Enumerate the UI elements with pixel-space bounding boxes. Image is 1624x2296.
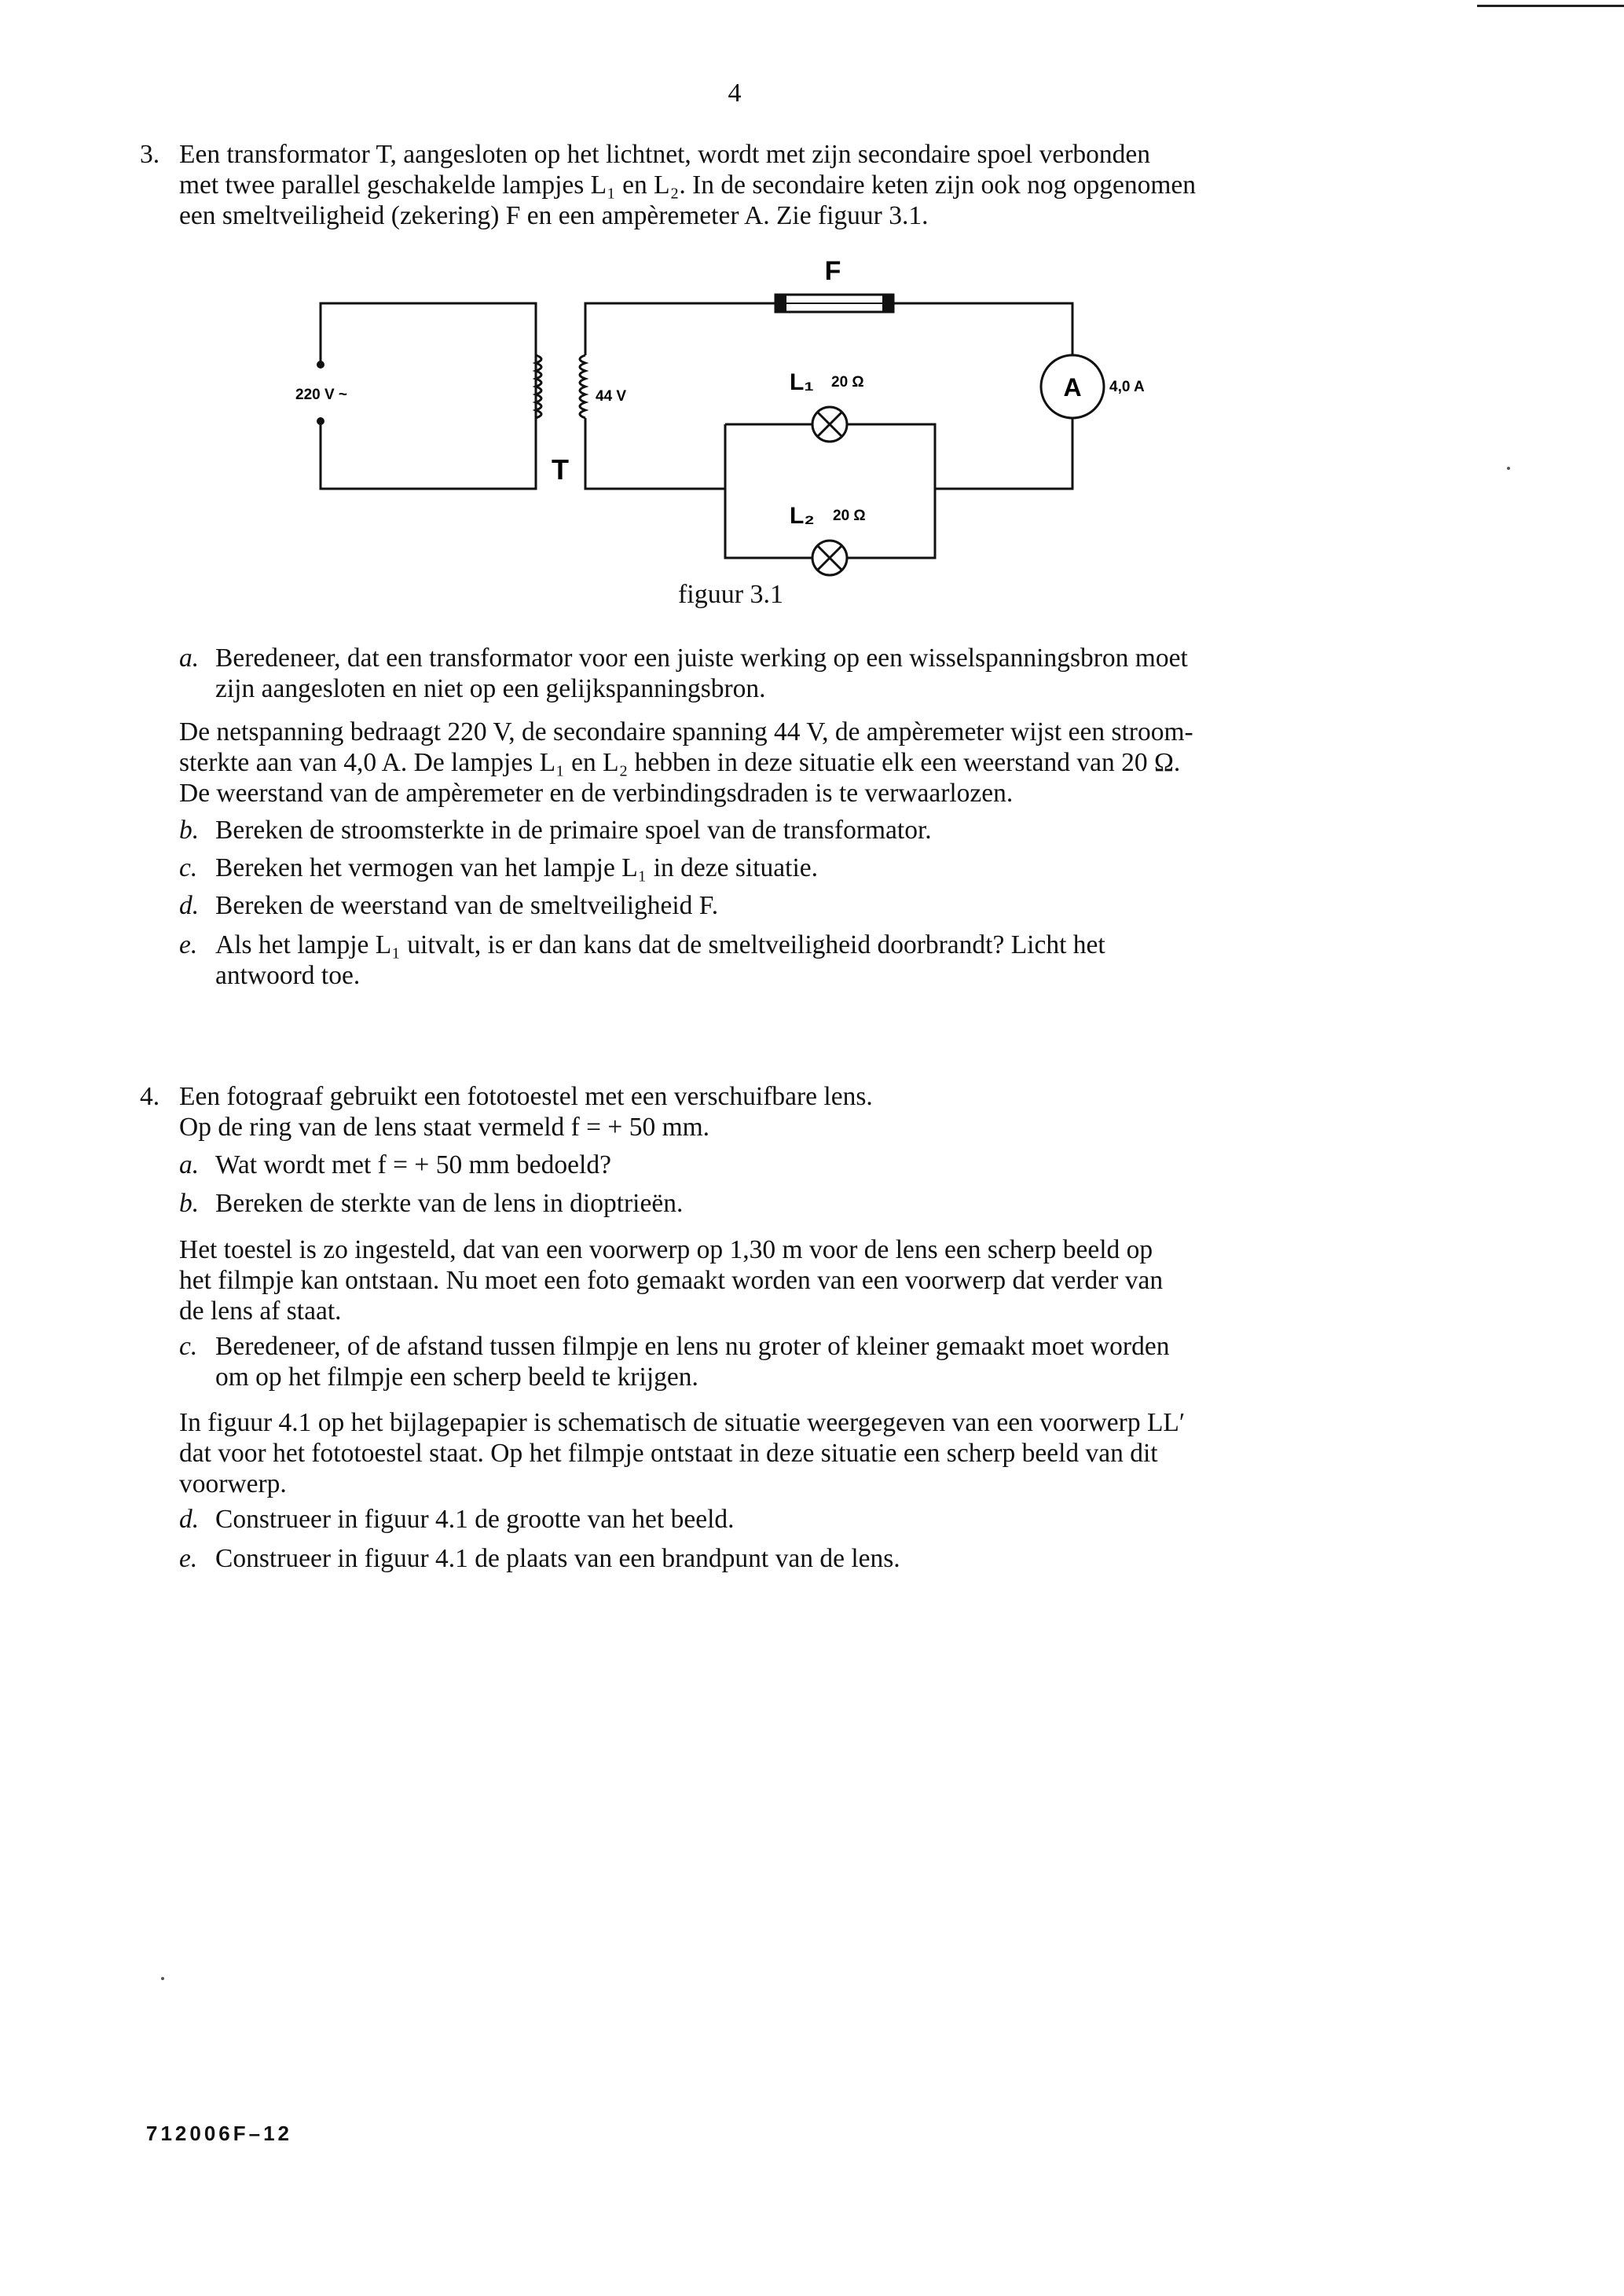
lamp-l2-resistance: 20 Ω [833,508,866,524]
lamp-l1-resistance: 20 Ω [831,374,864,391]
subquestion-label: b. [179,1189,200,1218]
text-line: een smeltveiligheid (zekering) F en een ampèremeter A. Zie figuur 3.1. [179,201,929,230]
text-line: Bereken het vermogen van het lampje L₁ in deze situatie. [215,853,818,882]
question-4a [179,1150,1358,1180]
question-3c [179,853,1358,883]
secondary-voltage-label: 44 V [596,388,627,405]
text-line: het filmpje kan ontstaan. Nu moet een foto gemaakt worden van een voorwerp dat verder van [179,1266,1164,1295]
fuse-label: F [824,256,841,286]
question-4-number: 4. [140,1082,160,1111]
terminal-dot [317,417,324,425]
subquestion-label: d. [179,1505,200,1534]
question-3e [179,930,1358,991]
question-4b [179,1188,1358,1219]
text-line: antwoord toe. [215,961,361,990]
scan-speck [161,1977,164,1980]
text-line: om op het filmpje een scherp beeld te krijgen. [215,1363,698,1392]
figure-caption: figuur 3.1 [677,580,784,609]
question-4c [179,1331,1358,1392]
page-number: 4 [728,79,742,108]
text-line: de lens af staat. [179,1297,342,1326]
text-line: Op de ring van de lens staat vermeld f = + 50 mm. [179,1113,710,1142]
text-line: Construeer in figuur 4.1 de plaats van een brandpunt van de lens. [215,1544,900,1573]
text-line: Beredeneer, dat een transformator voor een juiste werking op een wisselspanningsbron moet [215,644,1188,673]
scan-speck [1507,467,1510,470]
footer-code: 712006F–12 [146,2122,293,2145]
text-line: In figuur 4.1 op het bijlagepapier is schematisch de situatie weergegeven van een voorwerp LL′ [179,1408,1186,1437]
secondary-wire-bottom-left [585,418,725,489]
text-line: dat voor het fototoestel staat. Op het filmpje ontstaat in deze situatie een scherp beeld van dit [179,1439,1158,1468]
text-line: Bereken de weerstand van de smeltveiligheid F. [215,891,719,920]
text-line: Construeer in figuur 4.1 de grootte van het beeld. [215,1505,735,1534]
text-line: Het toestel is zo ingesteld, dat van een voorwerp op 1,30 m voor de lens een scherp beeld op [179,1235,1153,1264]
ammeter-label: A [1063,373,1082,402]
text-line: Wat wordt met f = + 50 mm bedoeld? [215,1150,611,1179]
secondary-wire-top-right [893,303,1072,355]
subquestion-label: d. [179,891,200,920]
text-line: Beredeneer, of de afstand tussen filmpje en lens nu groter of kleiner gemaakt moet worden [215,1332,1170,1361]
text-line: Een fotograaf gebruikt een fototoestel met een verschuifbare lens. [179,1082,873,1111]
question-3-intro [179,139,1358,231]
secondary-coil [580,355,585,418]
question-4-info1 [179,1234,1358,1326]
text-line: met twee parallel geschakelde lampjes L₁ en L₂. In de secondaire keten zijn ook nog opgenomen [179,171,1197,200]
question-3a [179,643,1358,704]
subquestion-label: a. [179,644,200,673]
secondary-wire-right [935,418,1072,489]
subquestion-label: e. [179,930,198,959]
question-3-number: 3. [140,140,160,169]
ammeter-reading: 4,0 A [1109,379,1145,395]
terminal-dot [317,361,324,369]
question-3d [179,890,1358,921]
text-line: Als het lampje L₁ uitvalt, is er dan kans dat de smeltveiligheid doorbrandt? Licht het [215,930,1105,959]
subquestion-label: a. [179,1150,200,1179]
subquestion-label: b. [179,816,200,845]
subquestion-label: e. [179,1544,198,1573]
circuit-diagram [283,250,1186,627]
fuse [775,295,893,312]
text-line: Een transformator T, aangesloten op het lichtnet, wordt met zijn secondaire spoel verbonden [179,140,1150,169]
question-4-info2 [179,1407,1358,1499]
question-4 [140,1081,1358,1142]
primary-voltage-label: 220 V ~ [295,387,348,403]
text-line: sterkte aan van 4,0 A. De lampjes L₁ en L₂ hebben in deze situatie elk een weerstand van 20 Ω. [179,748,1181,777]
text-line: De netspanning bedraagt 220 V, de secondaire spanning 44 V, de ampèremeter wijst een stroom- [179,717,1193,746]
text-line: voorwerp. [179,1469,287,1498]
subquestion-label: c. [179,1332,198,1361]
text-line: Bereken de stroomsterkte in de primaire spoel van de transformator. [215,816,932,845]
secondary-wire-top-left [585,303,775,355]
lamp-l2-label: L₂ [790,503,815,529]
question-4d [179,1504,1358,1535]
lamp-l1-label: L₁ [790,369,814,395]
text-line: De weerstand van de ampèremeter en de verbindingsdraden is te verwaarlozen. [179,779,1014,808]
parallel-branch [725,424,935,558]
text-line: Bereken de sterkte van de lens in dioptrieën. [215,1189,684,1218]
top-edge-line [1477,5,1624,7]
question-3-info [179,717,1358,809]
subquestion-label: c. [179,853,198,882]
primary-wire [321,303,536,489]
question-3 [140,139,1358,231]
question-3b [179,815,1358,845]
text-line: zijn aangesloten en niet op een gelijkspanningsbron. [215,674,766,703]
question-4e [179,1543,1358,1574]
transformer-label: T [552,453,569,486]
